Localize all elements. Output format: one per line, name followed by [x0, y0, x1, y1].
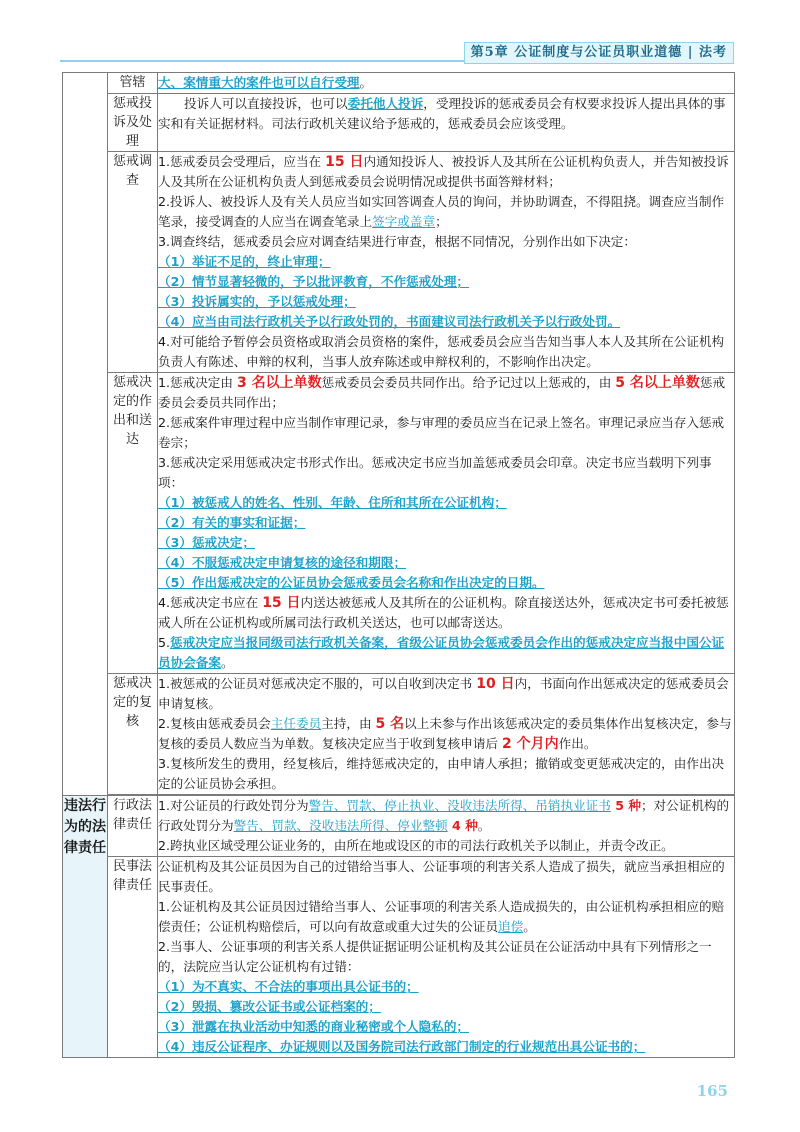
- content-table: [62, 72, 735, 1058]
- jurisdiction-text: 大、案情重大的案件也可以自行受理。: [158, 73, 735, 94]
- table-row: [63, 796, 735, 857]
- table-row: [63, 73, 735, 94]
- row-label-investigation: 惩戒调查: [108, 152, 158, 373]
- row-label-complaint: 惩戒投诉及处理: [108, 94, 158, 152]
- row-label-review: 惩戒决定的复核: [108, 674, 158, 795]
- page-number: 165: [696, 1082, 728, 1100]
- decision-text: 1.惩戒决定由 3 名以上单数惩戒委员会委员共同作出。给予记过以上惩戒的，由 5 名以上单数惩戒委员会委员共同作出； 2.惩戒案件审理过程中应当制作审理记录，参与审理的委员应当在记录上签名。审理记录应当存入惩戒卷宗； 3.惩戒决定采用惩戒决定书形式作出。惩戒决定书应当加盖惩戒委员会印章。决定书应当载明下列事项： （1）被惩戒人的姓名、性别、年龄、住所和其所在公证机构； （2）有关的事实和证据； （3）惩戒决定； （4）不服惩戒决定申请复核的途径和期限； （5）作出惩戒决定的公证员协会惩戒委员会名称和作出决定的日期。 4.惩戒决定书应在 15 日内送达被惩戒人及其所在的公证机构。除直接送达外，惩戒决定书可委托被惩戒人所在公证机构或所属司法行政机关送达，也可以邮寄送达。 5.惩戒决定应当报同级司法行政机关备案，省级公证员协会惩戒委员会作出的惩戒决定应当报中国公证员协会备案。: [158, 373, 735, 674]
- row-label-decision: 惩戒决定的作出和送达: [108, 373, 158, 674]
- chapter-header: 第5章 公证制度与公证员职业道德 | 法考: [464, 42, 734, 64]
- civil-liability-text: 公证机构及其公证员因为自己的过错给当事人、公证事项的利害关系人造成了损失，就应当承担相应的民事责任。 1.公证机构及其公证员因过错给当事人、公证事项的利害关系人造成损失的，由公证机构承担相应的赔偿责任；公证机构赔偿后，可以向有故意或重大过失的公证员追偿。 2.当事人、公证事项的利害关系人提供证据证明公证机构及其公证员在公证活动中具有下列情形之一的，法院应当认定公证机构有过错： （1）为不真实、不合法的事项出具公证书的； （2）毁损、篡改公证书或公证档案的； （3）泄露在执业活动中知悉的商业秘密或个人隐私的； （4）违反公证程序、办证规则以及国务院司法行政部门制定的行业规范出具公证书的；: [158, 857, 735, 1058]
- investigation-text: 1.惩戒委员会受理后，应当在 15 日内通知投诉人、被投诉人及其所在公证机构负责人，并告知被投诉人及其所在公证机构负责人到惩戒委员会说明情况或提供书面答辩材料； 2.投诉人、被投诉人及有关人员应当如实回答调查人员的询问，并协助调查，不得阻挠。调查应当制作笔录，接受调查的人应当在调查笔录上签字或盖章； 3.调查终结，惩戒委员会应对调查结果进行审查，根据不同情况，分别作出如下决定： （1）举证不足的，终止审理； （2）情节显著轻微的，予以批评教育，不作惩戒处理； （3）投诉属实的，予以惩戒处理； （4）应当由司法行政机关予以行政处罚的，书面建议司法行政机关予以行政处罚。 4.对可能给予暂停会员资格或取消会员资格的案件，惩戒委员会应当告知当事人本人及其所在公证机构负责人有陈述、申辩的权利，当事人放弃陈述或申辩权利的，不影响作出决定。: [158, 152, 735, 373]
- complaint-text: 投诉人可以直接投诉，也可以委托他人投诉，受理投诉的惩戒委员会有权要求投诉人提出具体的事实和有关证据材料。司法行政机关建议给予惩戒的，惩戒委员会应该受理。: [158, 94, 735, 152]
- review-text: 1.被惩戒的公证员对惩戒决定不服的，可以自收到决定书 10 日内，书面向作出惩戒决定的惩戒委员会申请复核。 2.复核由惩戒委员会主任委员主持，由 5 名以上未参与作出该惩戒决定的委员集体作出复核决定，参与复核的委员人数应当为单数。复核决定应当于收到复核申请后 2 个月内作出。 3.复核所发生的费用，经复核后，维持惩戒决定的，由申请人承担；撤销或变更惩戒决定的，由作出决定的公证员协会承担。: [158, 674, 735, 795]
- table-row: [63, 152, 735, 373]
- row-label-jurisdiction: 管辖: [108, 73, 158, 94]
- table-row: [63, 373, 735, 674]
- blank-category-cell: [63, 73, 108, 796]
- table-row: [63, 674, 735, 795]
- table-row: [63, 857, 735, 1058]
- row-label-civil-liability: 民事法律责任: [108, 857, 158, 1058]
- table-row: [63, 94, 735, 152]
- row-label-admin-liability: 行政法律责任: [108, 796, 158, 857]
- category-illegal-liability: 违法行为的法律责任: [63, 796, 108, 1058]
- admin-liability-text: 1.对公证员的行政处罚分为警告、罚款、停止执业、没收违法所得、吊销执业证书 5 种；对公证机构的行政处罚分为警告、罚款、没收违法所得、停业整顿 4 种。 2.跨执业区域受理公证业务的，由所在地或设区的市的司法行政机关予以制止，并责令改正。: [158, 796, 735, 857]
